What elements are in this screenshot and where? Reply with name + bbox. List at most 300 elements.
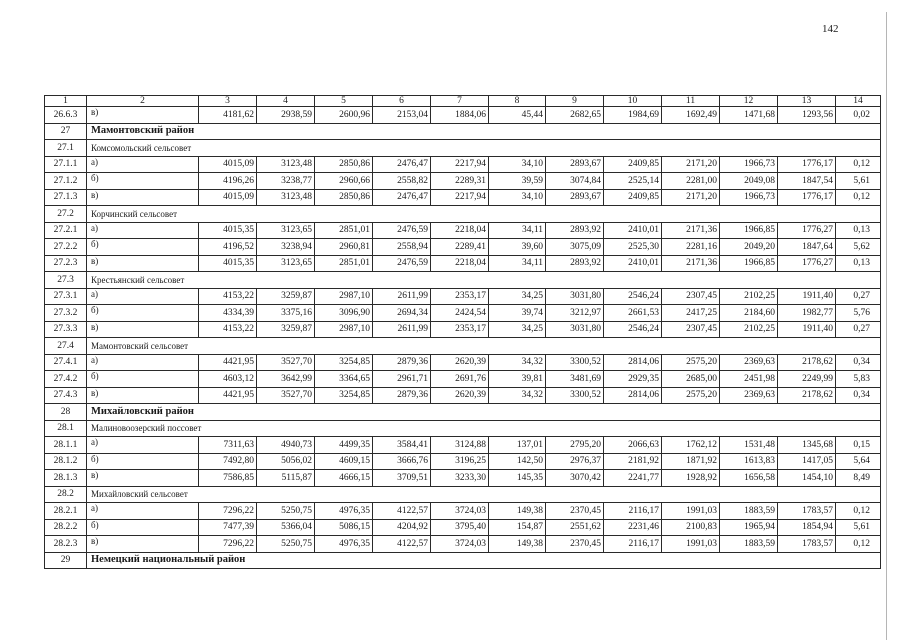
value-cell: 7296,22 bbox=[199, 536, 257, 553]
value-cell: 2049,08 bbox=[720, 173, 778, 190]
page-edge-rule bbox=[886, 12, 887, 640]
table-row bbox=[45, 470, 881, 487]
value-cell: 2370,45 bbox=[546, 503, 604, 520]
value-cell: 2546,24 bbox=[604, 321, 662, 338]
value-cell: 1883,59 bbox=[720, 503, 778, 520]
value-cell: 1454,10 bbox=[778, 470, 836, 487]
value-cell: 2976,37 bbox=[546, 453, 604, 470]
value-cell: 1531,48 bbox=[720, 437, 778, 454]
value-cell: 3795,40 bbox=[431, 519, 489, 536]
column-number: 12 bbox=[720, 96, 778, 107]
variant-cell: а) bbox=[87, 222, 199, 239]
value-cell: 1692,49 bbox=[662, 107, 720, 124]
district-name-cell: Михайловский район bbox=[87, 404, 881, 421]
council-row bbox=[45, 486, 881, 503]
value-cell: 1884,06 bbox=[431, 107, 489, 124]
value-cell: 2171,20 bbox=[662, 189, 720, 206]
value-cell: 3527,70 bbox=[257, 387, 315, 404]
table-row bbox=[45, 321, 881, 338]
value-cell: 2851,01 bbox=[315, 222, 373, 239]
value-cell: 0,12 bbox=[836, 156, 881, 173]
value-cell: 2850,86 bbox=[315, 156, 373, 173]
value-cell: 2353,17 bbox=[431, 321, 489, 338]
variant-cell: б) bbox=[87, 173, 199, 190]
value-cell: 5250,75 bbox=[257, 536, 315, 553]
value-cell: 2814,06 bbox=[604, 387, 662, 404]
row-code-cell: 27.3.2 bbox=[45, 305, 87, 322]
variant-cell: а) bbox=[87, 503, 199, 520]
value-cell: 7311,63 bbox=[199, 437, 257, 454]
value-cell: 3254,85 bbox=[315, 387, 373, 404]
value-cell: 1966,85 bbox=[720, 222, 778, 239]
value-cell: 4153,22 bbox=[199, 288, 257, 305]
variant-cell: в) bbox=[87, 321, 199, 338]
value-cell: 2893,67 bbox=[546, 156, 604, 173]
value-cell: 2424,54 bbox=[431, 305, 489, 322]
value-cell: 3074,84 bbox=[546, 173, 604, 190]
column-number: 4 bbox=[257, 96, 315, 107]
value-cell: 1783,57 bbox=[778, 536, 836, 553]
value-cell: 3724,03 bbox=[431, 503, 489, 520]
value-cell: 2289,31 bbox=[431, 173, 489, 190]
value-cell: 4153,22 bbox=[199, 321, 257, 338]
value-cell: 2181,92 bbox=[604, 453, 662, 470]
value-cell: 3238,94 bbox=[257, 239, 315, 256]
value-cell: 2575,20 bbox=[662, 387, 720, 404]
value-cell: 1984,69 bbox=[604, 107, 662, 124]
value-cell: 3259,87 bbox=[257, 321, 315, 338]
value-cell: 5086,15 bbox=[315, 519, 373, 536]
value-cell: 4015,35 bbox=[199, 255, 257, 272]
value-cell: 1762,12 bbox=[662, 437, 720, 454]
value-cell: 4976,35 bbox=[315, 536, 373, 553]
value-cell: 2281,00 bbox=[662, 173, 720, 190]
row-code-cell: 27.4.2 bbox=[45, 371, 87, 388]
column-number: 8 bbox=[489, 96, 546, 107]
council-row bbox=[45, 420, 881, 437]
column-number: 2 bbox=[87, 96, 199, 107]
value-cell: 2558,82 bbox=[373, 173, 431, 190]
value-cell: 2178,62 bbox=[778, 354, 836, 371]
section-code-cell: 28 bbox=[45, 404, 87, 421]
variant-cell: б) bbox=[87, 519, 199, 536]
value-cell: 3709,51 bbox=[373, 470, 431, 487]
table-body bbox=[45, 96, 881, 569]
table-row bbox=[45, 371, 881, 388]
value-cell: 34,11 bbox=[489, 222, 546, 239]
value-cell: 4204,92 bbox=[373, 519, 431, 536]
value-cell: 3527,70 bbox=[257, 354, 315, 371]
value-cell: 0,15 bbox=[836, 437, 881, 454]
value-cell: 2178,62 bbox=[778, 387, 836, 404]
row-code-cell: 27.3.1 bbox=[45, 288, 87, 305]
value-cell: 0,02 bbox=[836, 107, 881, 124]
value-cell: 2409,85 bbox=[604, 156, 662, 173]
value-cell: 2066,63 bbox=[604, 437, 662, 454]
value-cell: 34,32 bbox=[489, 354, 546, 371]
value-cell: 2417,25 bbox=[662, 305, 720, 322]
value-cell: 39,59 bbox=[489, 173, 546, 190]
value-cell: 2370,45 bbox=[546, 536, 604, 553]
page-number: 142 bbox=[822, 23, 839, 35]
value-cell: 0,12 bbox=[836, 536, 881, 553]
value-cell: 1854,94 bbox=[778, 519, 836, 536]
value-cell: 1847,64 bbox=[778, 239, 836, 256]
value-cell: 5056,02 bbox=[257, 453, 315, 470]
table-row bbox=[45, 519, 881, 536]
value-cell: 4334,39 bbox=[199, 305, 257, 322]
value-cell: 5,64 bbox=[836, 453, 881, 470]
value-cell: 5,83 bbox=[836, 371, 881, 388]
variant-cell: б) bbox=[87, 239, 199, 256]
variant-cell: в) bbox=[87, 536, 199, 553]
section-code-cell: 28.1 bbox=[45, 420, 87, 437]
district-row bbox=[45, 552, 881, 569]
value-cell: 4122,57 bbox=[373, 536, 431, 553]
council-row bbox=[45, 140, 881, 157]
council-row bbox=[45, 206, 881, 223]
value-cell: 5115,87 bbox=[257, 470, 315, 487]
value-cell: 3254,85 bbox=[315, 354, 373, 371]
value-cell: 2987,10 bbox=[315, 321, 373, 338]
value-cell: 4122,57 bbox=[373, 503, 431, 520]
row-code-cell: 28.2.2 bbox=[45, 519, 87, 536]
value-cell: 2307,45 bbox=[662, 288, 720, 305]
value-cell: 3075,09 bbox=[546, 239, 604, 256]
variant-cell: а) bbox=[87, 354, 199, 371]
variant-cell: б) bbox=[87, 371, 199, 388]
table-row bbox=[45, 107, 881, 124]
table-row bbox=[45, 288, 881, 305]
value-cell: 0,27 bbox=[836, 321, 881, 338]
value-cell: 8,49 bbox=[836, 470, 881, 487]
value-cell: 2218,04 bbox=[431, 255, 489, 272]
variant-cell: б) bbox=[87, 453, 199, 470]
table-row bbox=[45, 239, 881, 256]
value-cell: 1471,68 bbox=[720, 107, 778, 124]
value-cell: 3031,80 bbox=[546, 321, 604, 338]
variant-cell: а) bbox=[87, 437, 199, 454]
value-cell: 2217,94 bbox=[431, 156, 489, 173]
value-cell: 1911,40 bbox=[778, 288, 836, 305]
value-cell: 2100,83 bbox=[662, 519, 720, 536]
value-cell: 3300,52 bbox=[546, 354, 604, 371]
value-cell: 2049,20 bbox=[720, 239, 778, 256]
council-name-cell: Крестьянский сельсовет bbox=[87, 272, 881, 289]
value-cell: 4940,73 bbox=[257, 437, 315, 454]
value-cell: 0,12 bbox=[836, 503, 881, 520]
value-cell: 2620,39 bbox=[431, 354, 489, 371]
value-cell: 149,38 bbox=[489, 536, 546, 553]
value-cell: 5,76 bbox=[836, 305, 881, 322]
column-number-row bbox=[45, 96, 881, 107]
row-code-cell: 27.2.1 bbox=[45, 222, 87, 239]
value-cell: 4421,95 bbox=[199, 387, 257, 404]
value-cell: 3096,90 bbox=[315, 305, 373, 322]
value-cell: 4976,35 bbox=[315, 503, 373, 520]
value-cell: 39,60 bbox=[489, 239, 546, 256]
value-cell: 0,13 bbox=[836, 255, 881, 272]
value-cell: 3124,88 bbox=[431, 437, 489, 454]
section-code-cell: 28.2 bbox=[45, 486, 87, 503]
value-cell: 3233,30 bbox=[431, 470, 489, 487]
value-cell: 3364,65 bbox=[315, 371, 373, 388]
value-cell: 1345,68 bbox=[778, 437, 836, 454]
value-cell: 1293,56 bbox=[778, 107, 836, 124]
value-cell: 2575,20 bbox=[662, 354, 720, 371]
row-code-cell: 26.6.3 bbox=[45, 107, 87, 124]
value-cell: 4181,62 bbox=[199, 107, 257, 124]
value-cell: 4666,15 bbox=[315, 470, 373, 487]
value-cell: 154,87 bbox=[489, 519, 546, 536]
value-cell: 2171,20 bbox=[662, 156, 720, 173]
value-cell: 145,35 bbox=[489, 470, 546, 487]
value-cell: 2611,99 bbox=[373, 321, 431, 338]
value-cell: 7296,22 bbox=[199, 503, 257, 520]
value-cell: 0,13 bbox=[836, 222, 881, 239]
value-cell: 149,38 bbox=[489, 503, 546, 520]
value-cell: 1965,94 bbox=[720, 519, 778, 536]
row-code-cell: 27.2.3 bbox=[45, 255, 87, 272]
value-cell: 3238,77 bbox=[257, 173, 315, 190]
column-number: 14 bbox=[836, 96, 881, 107]
column-number: 6 bbox=[373, 96, 431, 107]
value-cell: 2476,59 bbox=[373, 255, 431, 272]
value-cell: 4609,15 bbox=[315, 453, 373, 470]
value-cell: 2241,77 bbox=[604, 470, 662, 487]
value-cell: 1982,77 bbox=[778, 305, 836, 322]
value-cell: 4196,52 bbox=[199, 239, 257, 256]
value-cell: 34,10 bbox=[489, 156, 546, 173]
value-cell: 3300,52 bbox=[546, 387, 604, 404]
value-cell: 2184,60 bbox=[720, 305, 778, 322]
value-cell: 2153,04 bbox=[373, 107, 431, 124]
value-cell: 7477,39 bbox=[199, 519, 257, 536]
column-number: 9 bbox=[546, 96, 604, 107]
value-cell: 2558,94 bbox=[373, 239, 431, 256]
value-cell: 39,81 bbox=[489, 371, 546, 388]
value-cell: 2476,47 bbox=[373, 156, 431, 173]
value-cell: 1991,03 bbox=[662, 536, 720, 553]
value-cell: 2171,36 bbox=[662, 255, 720, 272]
council-name-cell: Мамонтовский сельсовет bbox=[87, 338, 881, 355]
column-number: 13 bbox=[778, 96, 836, 107]
value-cell: 2682,65 bbox=[546, 107, 604, 124]
row-code-cell: 28.1.1 bbox=[45, 437, 87, 454]
council-row bbox=[45, 338, 881, 355]
value-cell: 4499,35 bbox=[315, 437, 373, 454]
row-code-cell: 27.1.3 bbox=[45, 189, 87, 206]
value-cell: 2961,71 bbox=[373, 371, 431, 388]
value-cell: 34,10 bbox=[489, 189, 546, 206]
value-cell: 3123,48 bbox=[257, 156, 315, 173]
value-cell: 4015,09 bbox=[199, 189, 257, 206]
value-cell: 2929,35 bbox=[604, 371, 662, 388]
value-cell: 2850,86 bbox=[315, 189, 373, 206]
value-cell: 2116,17 bbox=[604, 536, 662, 553]
value-cell: 7492,80 bbox=[199, 453, 257, 470]
value-cell: 2661,53 bbox=[604, 305, 662, 322]
value-cell: 0,34 bbox=[836, 354, 881, 371]
value-cell: 4603,12 bbox=[199, 371, 257, 388]
value-cell: 2611,99 bbox=[373, 288, 431, 305]
value-cell: 2307,45 bbox=[662, 321, 720, 338]
value-cell: 3375,16 bbox=[257, 305, 315, 322]
row-code-cell: 27.3.3 bbox=[45, 321, 87, 338]
value-cell: 4196,26 bbox=[199, 173, 257, 190]
council-name-cell: Малиновоозерский поссовет bbox=[87, 420, 881, 437]
variant-cell: а) bbox=[87, 288, 199, 305]
value-cell: 1776,27 bbox=[778, 255, 836, 272]
value-cell: 2289,41 bbox=[431, 239, 489, 256]
variant-cell: в) bbox=[87, 107, 199, 124]
table-row bbox=[45, 453, 881, 470]
value-cell: 3123,65 bbox=[257, 222, 315, 239]
value-cell: 3259,87 bbox=[257, 288, 315, 305]
value-cell: 1776,27 bbox=[778, 222, 836, 239]
value-cell: 34,32 bbox=[489, 387, 546, 404]
value-cell: 1656,58 bbox=[720, 470, 778, 487]
value-cell: 7586,85 bbox=[199, 470, 257, 487]
council-name-cell: Корчинский сельсовет bbox=[87, 206, 881, 223]
value-cell: 1928,92 bbox=[662, 470, 720, 487]
value-cell: 2546,24 bbox=[604, 288, 662, 305]
value-cell: 2353,17 bbox=[431, 288, 489, 305]
row-code-cell: 27.2.2 bbox=[45, 239, 87, 256]
value-cell: 39,74 bbox=[489, 305, 546, 322]
value-cell: 1966,73 bbox=[720, 156, 778, 173]
value-cell: 34,11 bbox=[489, 255, 546, 272]
value-cell: 2893,67 bbox=[546, 189, 604, 206]
value-cell: 2410,01 bbox=[604, 255, 662, 272]
value-cell: 2171,36 bbox=[662, 222, 720, 239]
council-row bbox=[45, 272, 881, 289]
value-cell: 1417,05 bbox=[778, 453, 836, 470]
value-cell: 3123,48 bbox=[257, 189, 315, 206]
value-cell: 2691,76 bbox=[431, 371, 489, 388]
value-cell: 4421,95 bbox=[199, 354, 257, 371]
table-row bbox=[45, 189, 881, 206]
value-cell: 0,12 bbox=[836, 189, 881, 206]
value-cell: 3584,41 bbox=[373, 437, 431, 454]
council-name-cell: Михайловский сельсовет bbox=[87, 486, 881, 503]
table-row bbox=[45, 305, 881, 322]
value-cell: 2620,39 bbox=[431, 387, 489, 404]
value-cell: 5,61 bbox=[836, 173, 881, 190]
value-cell: 2231,46 bbox=[604, 519, 662, 536]
value-cell: 2476,47 bbox=[373, 189, 431, 206]
variant-cell: в) bbox=[87, 189, 199, 206]
value-cell: 1911,40 bbox=[778, 321, 836, 338]
table-row bbox=[45, 437, 881, 454]
value-cell: 1847,54 bbox=[778, 173, 836, 190]
value-cell: 2218,04 bbox=[431, 222, 489, 239]
value-cell: 2409,85 bbox=[604, 189, 662, 206]
value-cell: 2369,63 bbox=[720, 354, 778, 371]
variant-cell: в) bbox=[87, 387, 199, 404]
row-code-cell: 28.2.3 bbox=[45, 536, 87, 553]
section-code-cell: 27 bbox=[45, 123, 87, 140]
tariff-table bbox=[44, 95, 881, 569]
value-cell: 3724,03 bbox=[431, 536, 489, 553]
table-row bbox=[45, 536, 881, 553]
section-code-cell: 27.1 bbox=[45, 140, 87, 157]
value-cell: 2851,01 bbox=[315, 255, 373, 272]
value-cell: 1991,03 bbox=[662, 503, 720, 520]
value-cell: 34,25 bbox=[489, 288, 546, 305]
column-number: 5 bbox=[315, 96, 373, 107]
value-cell: 2410,01 bbox=[604, 222, 662, 239]
value-cell: 2369,63 bbox=[720, 387, 778, 404]
value-cell: 1966,85 bbox=[720, 255, 778, 272]
value-cell: 3070,42 bbox=[546, 470, 604, 487]
value-cell: 5366,04 bbox=[257, 519, 315, 536]
district-name-cell: Мамонтовский район bbox=[87, 123, 881, 140]
value-cell: 34,25 bbox=[489, 321, 546, 338]
value-cell: 2451,98 bbox=[720, 371, 778, 388]
value-cell: 2525,30 bbox=[604, 239, 662, 256]
table-row bbox=[45, 173, 881, 190]
section-code-cell: 29 bbox=[45, 552, 87, 569]
value-cell: 2893,92 bbox=[546, 255, 604, 272]
column-number: 1 bbox=[45, 96, 87, 107]
section-code-cell: 27.3 bbox=[45, 272, 87, 289]
value-cell: 2217,94 bbox=[431, 189, 489, 206]
table-row bbox=[45, 255, 881, 272]
section-code-cell: 27.2 bbox=[45, 206, 87, 223]
value-cell: 2476,59 bbox=[373, 222, 431, 239]
value-cell: 1966,73 bbox=[720, 189, 778, 206]
row-code-cell: 27.1.1 bbox=[45, 156, 87, 173]
row-code-cell: 28.1.3 bbox=[45, 470, 87, 487]
value-cell: 2102,25 bbox=[720, 321, 778, 338]
value-cell: 3212,97 bbox=[546, 305, 604, 322]
value-cell: 2249,99 bbox=[778, 371, 836, 388]
value-cell: 2551,62 bbox=[546, 519, 604, 536]
value-cell: 2938,59 bbox=[257, 107, 315, 124]
value-cell: 45,44 bbox=[489, 107, 546, 124]
value-cell: 2694,34 bbox=[373, 305, 431, 322]
value-cell: 1613,83 bbox=[720, 453, 778, 470]
value-cell: 2600,96 bbox=[315, 107, 373, 124]
column-number: 11 bbox=[662, 96, 720, 107]
value-cell: 1776,17 bbox=[778, 189, 836, 206]
value-cell: 2102,25 bbox=[720, 288, 778, 305]
table-row bbox=[45, 222, 881, 239]
row-code-cell: 27.4.1 bbox=[45, 354, 87, 371]
value-cell: 0,34 bbox=[836, 387, 881, 404]
table-row bbox=[45, 503, 881, 520]
value-cell: 3642,99 bbox=[257, 371, 315, 388]
district-row bbox=[45, 123, 881, 140]
value-cell: 2960,66 bbox=[315, 173, 373, 190]
value-cell: 5250,75 bbox=[257, 503, 315, 520]
value-cell: 1871,92 bbox=[662, 453, 720, 470]
value-cell: 2879,36 bbox=[373, 387, 431, 404]
column-number: 3 bbox=[199, 96, 257, 107]
value-cell: 2893,92 bbox=[546, 222, 604, 239]
value-cell: 2795,20 bbox=[546, 437, 604, 454]
row-code-cell: 27.1.2 bbox=[45, 173, 87, 190]
variant-cell: в) bbox=[87, 255, 199, 272]
value-cell: 2987,10 bbox=[315, 288, 373, 305]
value-cell: 137,01 bbox=[489, 437, 546, 454]
value-cell: 142,50 bbox=[489, 453, 546, 470]
value-cell: 3481,69 bbox=[546, 371, 604, 388]
value-cell: 2814,06 bbox=[604, 354, 662, 371]
value-cell: 4015,35 bbox=[199, 222, 257, 239]
value-cell: 2960,81 bbox=[315, 239, 373, 256]
